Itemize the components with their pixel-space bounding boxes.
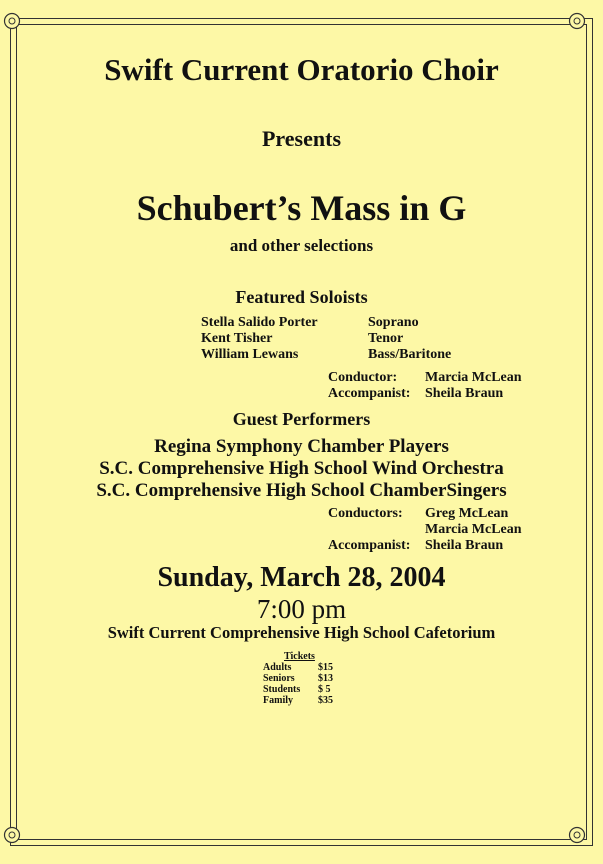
soloist-voice: Tenor: [368, 331, 404, 346]
accompanist-label: Accompanist:: [328, 386, 411, 401]
soloist-voice: Soprano: [368, 315, 419, 330]
corner-ornament-icon: [3, 826, 21, 844]
conductor-name: Marcia McLean: [425, 522, 522, 537]
accompanist-name: Sheila Braun: [425, 538, 504, 553]
choir-title: Swift Current Oratorio Choir: [104, 52, 499, 87]
ticket-type: Students: [263, 684, 301, 695]
other-selections: and other selections: [229, 236, 374, 255]
tickets-heading: Tickets: [284, 651, 315, 662]
corner-ornament-icon: [568, 12, 586, 30]
conductors-label: Conductors:: [328, 506, 403, 521]
conductor-name: Marcia McLean: [425, 370, 522, 385]
soloists-heading: Featured Soloists: [235, 287, 368, 307]
soloist-name: Kent Tisher: [201, 331, 273, 346]
concert-time: 7:00 pm: [256, 594, 347, 624]
soloist-name: Stella Salido Porter: [201, 315, 318, 330]
corner-ornament-icon: [568, 826, 586, 844]
ticket-type: Seniors: [263, 673, 295, 684]
soloist-voice: Bass/Baritone: [368, 347, 452, 362]
venue: Swift Current Comprehensive High School Cafetorium: [107, 623, 496, 642]
conductor-name: Greg McLean: [425, 506, 509, 521]
concert-date: Sunday, March 28, 2004: [157, 562, 446, 593]
ticket-price: $35: [318, 695, 333, 706]
guest-performer: S.C. Comprehensive High School Wind Orchestra: [99, 458, 504, 479]
accompanist-label: Accompanist:: [328, 538, 411, 553]
ticket-price: $ 5: [318, 684, 331, 695]
ticket-price: $15: [318, 662, 333, 673]
guest-performer: S.C. Comprehensive High School ChamberSingers: [96, 480, 507, 501]
corner-ornament-icon: [3, 12, 21, 30]
soloist-name: William Lewans: [201, 347, 299, 362]
ticket-price: $13: [318, 673, 333, 684]
accompanist-name: Sheila Braun: [425, 386, 504, 401]
work-title: Schubert’s Mass in G: [136, 188, 467, 228]
guest-performer: Regina Symphony Chamber Players: [154, 436, 449, 457]
presents-text: Presents: [261, 126, 342, 151]
ticket-type: Family: [263, 695, 293, 706]
conductor-label: Conductor:: [328, 370, 398, 385]
guests-heading: Guest Performers: [232, 409, 371, 429]
ticket-type: Adults: [263, 662, 292, 673]
